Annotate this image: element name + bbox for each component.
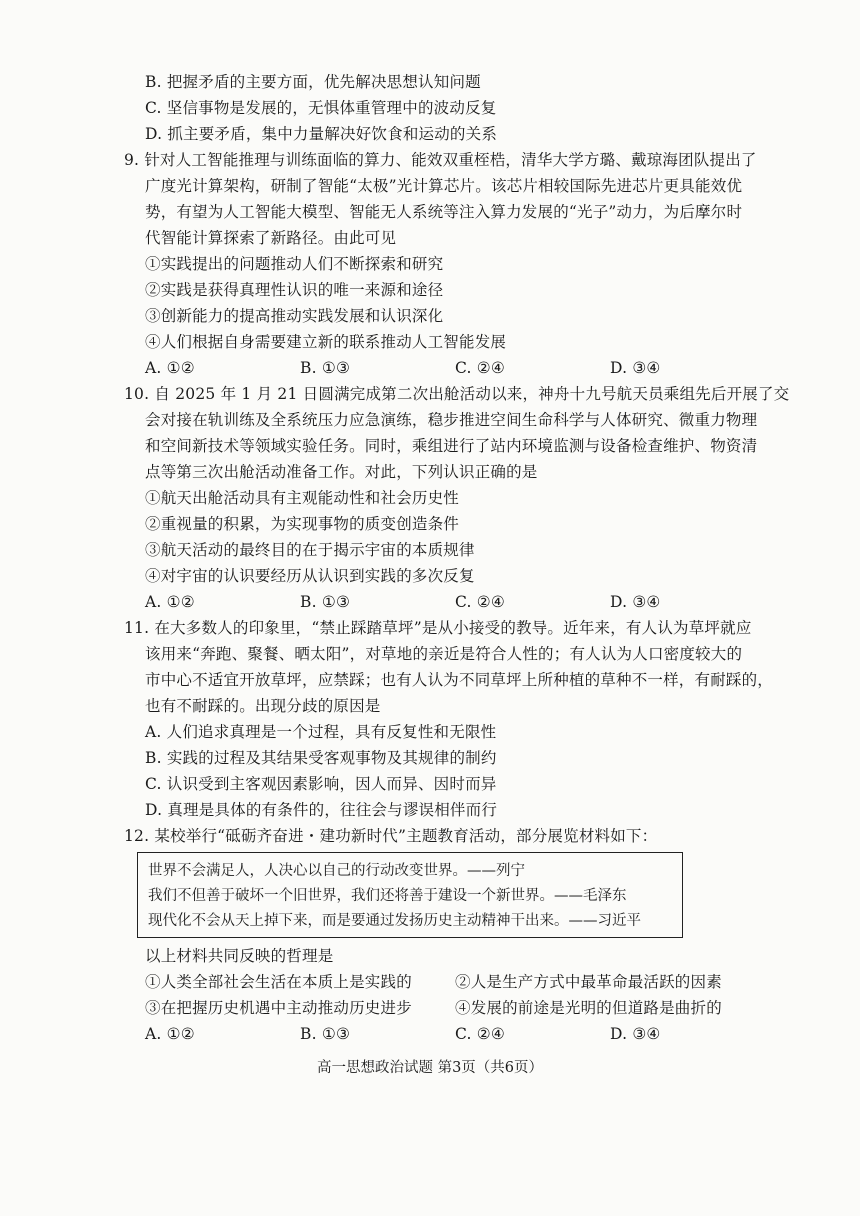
- q12-choice-b: B. ①③: [300, 1025, 351, 1043]
- q10-stem-line: 会对接在轨训练及全系统压力应急演练，稳步推进空间生命科学与人体研究、微重力物理: [145, 411, 758, 429]
- q9-item: ③创新能力的提高推动实践发展和认识深化: [145, 307, 444, 325]
- q9-choice-b: B. ①③: [300, 359, 351, 377]
- q12-choice-c: C. ②④: [455, 1025, 505, 1043]
- q10-choice-d: D. ③④: [610, 593, 661, 611]
- q9-stem-line: 代智能计算探索了新路径。由此可见: [145, 229, 397, 247]
- quote-lenin: 世界不会满足人，人决心以自己的行动改变世界。——列宁: [148, 863, 525, 879]
- q10-stem-line: 10. 自 2025 年 1 月 21 日圆满完成第二次出舱活动以来，神舟十九号航天员乘组先后开展了交: [124, 385, 790, 403]
- q12-question: 以上材料共同反映的哲理是: [145, 947, 334, 965]
- q11-option-c: C. 认识受到主客观因素影响，因人而异、因时而异: [145, 775, 497, 793]
- q12-item: ③在把握历史机遇中主动推动历史进步: [145, 999, 412, 1017]
- q12-stem: 12. 某校举行“砥砺齐奋进・建功新时代”主题教育活动，部分展览材料如下：: [124, 827, 658, 845]
- q9-choice-d: D. ③④: [610, 359, 661, 377]
- q9-choice-c: C. ②④: [455, 359, 505, 377]
- q11-stem-line: 也有不耐踩的。出现分歧的原因是: [145, 697, 381, 715]
- q12-choice-a: A. ①②: [145, 1025, 195, 1043]
- q10-item: ②重视量的积累，为实现事物的质变创造条件: [145, 515, 460, 533]
- q9-item: ①实践提出的问题推动人们不断探索和研究: [145, 255, 444, 273]
- q10-choice-a: A. ①②: [145, 593, 195, 611]
- page-footer: 高一思想政治试题 第3页（共6页）: [316, 1060, 544, 1076]
- q10-item: ①航天出舱活动具有主观能动性和社会历史性: [145, 489, 460, 507]
- q11-option-a: A. 人们追求真理是一个过程，具有反复性和无限性: [145, 723, 497, 741]
- q11-stem-line: 11. 在大多数人的印象里，“禁止踩踏草坪”是从小接受的教导。近年来，有人认为草坪就应: [124, 619, 752, 637]
- q12-item: ①人类全部社会生活在本质上是实践的: [145, 973, 412, 991]
- q10-choice-b: B. ①③: [300, 593, 351, 611]
- quote-mao: 我们不但善于破坏一个旧世界，我们还将善于建设一个新世界。——毛泽东: [148, 888, 627, 904]
- q12-item: ④发展的前途是光明的但道路是曲折的: [455, 999, 722, 1017]
- q8-option-d: D. 抓主要矛盾，集中力量解决好饮食和运动的关系: [145, 125, 498, 143]
- quote-box: [137, 852, 683, 938]
- q11-option-b: B. 实践的过程及其结果受客观事物及其规律的制约: [145, 749, 497, 767]
- q11-stem-line: 该用来“奔跑、聚餐、晒太阳”，对草地的亲近是符合人性的；有人认为人口密度较大的: [145, 645, 743, 663]
- q9-choice-a: A. ①②: [145, 359, 195, 377]
- q9-item: ②实践是获得真理性认识的唯一来源和途径: [145, 281, 444, 299]
- q9-stem-line: 广度光计算架构，研制了智能“太极”光计算芯片。该芯片相较国际先进芯片更具能效优: [145, 177, 743, 195]
- q10-stem-line: 和空间新技术等领域实验任务。同时，乘组进行了站内环境监测与设备检查维护、物资清: [145, 437, 758, 455]
- quote-xi: 现代化不会从天上掉下来，而是要通过发扬历史主动精神干出来。——习近平: [148, 913, 641, 929]
- q10-item: ④对宇宙的认识要经历从认识到实践的多次反复: [145, 567, 475, 585]
- q9-item: ④人们根据自身需要建立新的联系推动人工智能发展: [145, 333, 507, 351]
- q12-item: ②人是生产方式中最革命最活跃的因素: [455, 973, 722, 991]
- q9-stem-line: 9. 针对人工智能推理与训练面临的算力、能效双重桎梏，清华大学方璐、戴琼海团队提出了: [124, 151, 757, 169]
- q11-option-d: D. 真理是具体的有条件的，往往会与谬误相伴而行: [145, 801, 498, 819]
- q11-stem-line: 市中心不适宜开放草坪，应禁踩；也有人认为不同草坪上所种植的草种不一样，有耐踩的，: [145, 671, 774, 689]
- q8-option-c: C. 坚信事物是发展的，无惧体重管理中的波动反复: [145, 99, 497, 117]
- q10-item: ③航天活动的最终目的在于揭示宇宙的本质规律: [145, 541, 475, 559]
- q12-choice-d: D. ③④: [610, 1025, 661, 1043]
- q8-option-b: B. 把握矛盾的主要方面，优先解决思想认知问题: [145, 73, 481, 91]
- q9-stem-line: 势，有望为人工智能大模型、智能无人系统等注入算力发展的“光子”动力，为后摩尔时: [145, 203, 743, 221]
- q10-stem-line: 点等第三次出舱活动准备工作。对此，下列认识正确的是: [145, 463, 538, 481]
- q10-choice-c: C. ②④: [455, 593, 505, 611]
